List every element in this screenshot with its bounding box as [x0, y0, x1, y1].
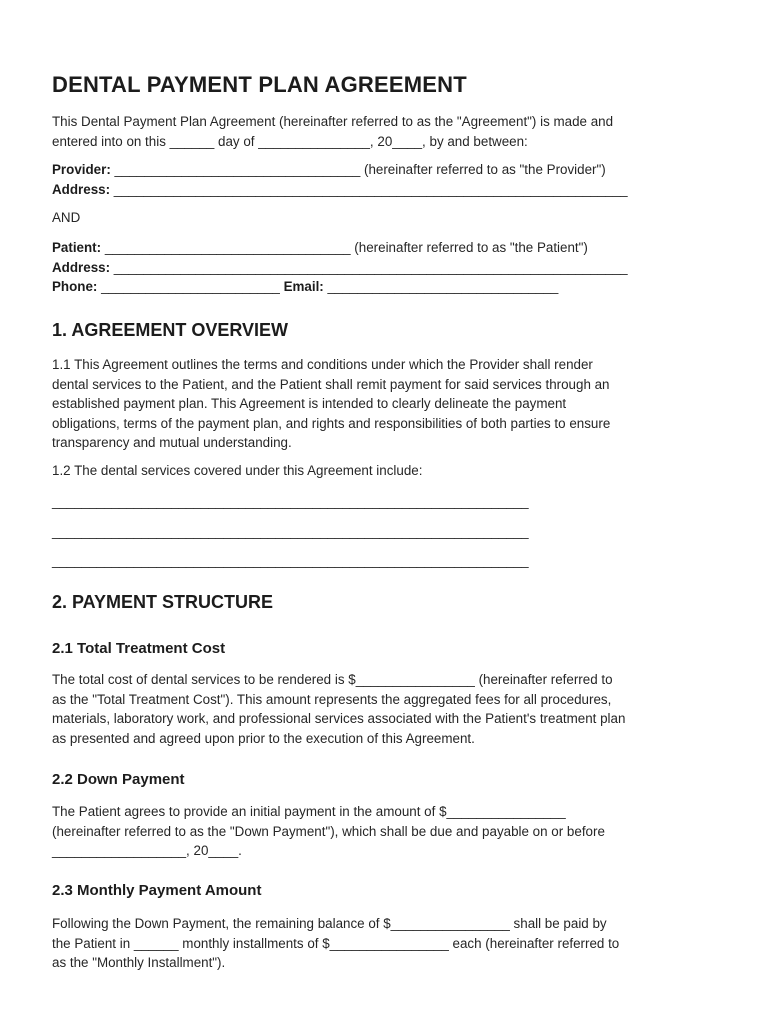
services-blank-line[interactable]: ________________________________________________________________	[52, 524, 529, 539]
section-1-1-paragraph	[52, 355, 610, 453]
section-2-2-heading: 2.2 Down Payment	[52, 771, 185, 788]
patient-field[interactable]	[52, 238, 588, 258]
section-2-3-line: the Patient in ______ monthly installments of $________________ each (hereinafter referred to	[52, 935, 620, 951]
intro-line-1: This Dental Payment Plan Agreement (hereinafter referred to as the "Agreement") is made and	[52, 114, 614, 129]
email-value: _______________________________	[323, 279, 559, 294]
section-1-2-paragraph: 1.2 The dental services covered under this Agreement include:	[52, 463, 423, 478]
section-2-1-line: The total cost of dental services to be rendered is $________________ (hereinafter referred to	[52, 672, 613, 687]
patient-address-field[interactable]	[52, 258, 628, 278]
provider-value: _________________________________ (hereinafter referred to as "the Provider")	[110, 162, 606, 177]
patient-address-value: _____________________________________________________________________	[110, 260, 628, 275]
phone-field[interactable]	[52, 279, 284, 294]
patient-label: Patient:	[52, 240, 102, 255]
section-1-1-line: dental services to the Patient, and the Patient shall remit payment for said services through an	[52, 376, 610, 392]
section-2-1-line: materials, laboratory work, and professional services associated with the Patient's treatment plan	[52, 711, 626, 727]
provider-field[interactable]	[52, 160, 606, 180]
provider-label: Provider:	[52, 162, 111, 177]
section-2-1-heading: 2.1 Total Treatment Cost	[52, 640, 226, 657]
section-1-1-line: transparency and mutual understanding.	[52, 435, 292, 451]
provider-address-value: _____________________________________________________________________	[110, 182, 628, 197]
section-2-3-line: Following the Down Payment, the remaining balance of $________________ shall be paid by	[52, 916, 607, 931]
section-2-2-paragraph	[52, 802, 605, 861]
provider-address-field[interactable]	[52, 180, 628, 200]
intro-line-2: entered into on this ______ day of _______________, 20____, by and between:	[52, 133, 528, 149]
patient-address-label: Address:	[52, 260, 111, 275]
phone-value: ________________________	[97, 279, 284, 294]
section-2-3-paragraph	[52, 914, 619, 973]
email-field[interactable]	[284, 279, 559, 294]
intro-paragraph	[52, 112, 613, 151]
section-2-3-heading: 2.3 Monthly Payment Amount	[52, 882, 262, 899]
provider-address-label: Address:	[52, 182, 111, 197]
section-2-1-line: as the "Total Treatment Cost"). This amount represents the aggregated fees for all procedures,	[52, 691, 612, 707]
section-2-3-line: as the "Monthly Installment").	[52, 955, 226, 971]
section-2-1-paragraph	[52, 670, 625, 748]
patient-value: _________________________________ (hereinafter referred to as "the Patient")	[101, 240, 588, 255]
section-2-2-line: (hereinafter referred to as the "Down Payment"), which shall be due and payable on or before	[52, 823, 605, 839]
services-blank-line[interactable]: ________________________________________________________________	[52, 494, 529, 509]
contact-row	[52, 277, 558, 297]
document-title: DENTAL PAYMENT PLAN AGREEMENT	[52, 72, 467, 97]
and-separator: AND	[52, 210, 81, 225]
section-2-1-line: as presented and agreed upon prior to the execution of this Agreement.	[52, 730, 475, 746]
section-1-1-line: 1.1 This Agreement outlines the terms and conditions under which the Provider shall render	[52, 357, 593, 372]
section-1-heading: 1. AGREEMENT OVERVIEW	[52, 320, 289, 340]
email-label: Email:	[283, 279, 324, 294]
section-1-1-line: established payment plan. This Agreement is intended to clearly delineate the payment	[52, 396, 567, 412]
section-2-2-line: The Patient agrees to provide an initial payment in the amount of $________________	[52, 804, 566, 819]
section-2-2-line: __________________, 20____.	[52, 843, 242, 859]
section-1-1-line: obligations, terms of the payment plan, and rights and responsibilities of both parties to ensure	[52, 415, 611, 431]
phone-label: Phone:	[52, 279, 98, 294]
services-blank-line[interactable]: ________________________________________________________________	[52, 553, 529, 568]
section-2-heading: 2. PAYMENT STRUCTURE	[52, 592, 274, 612]
